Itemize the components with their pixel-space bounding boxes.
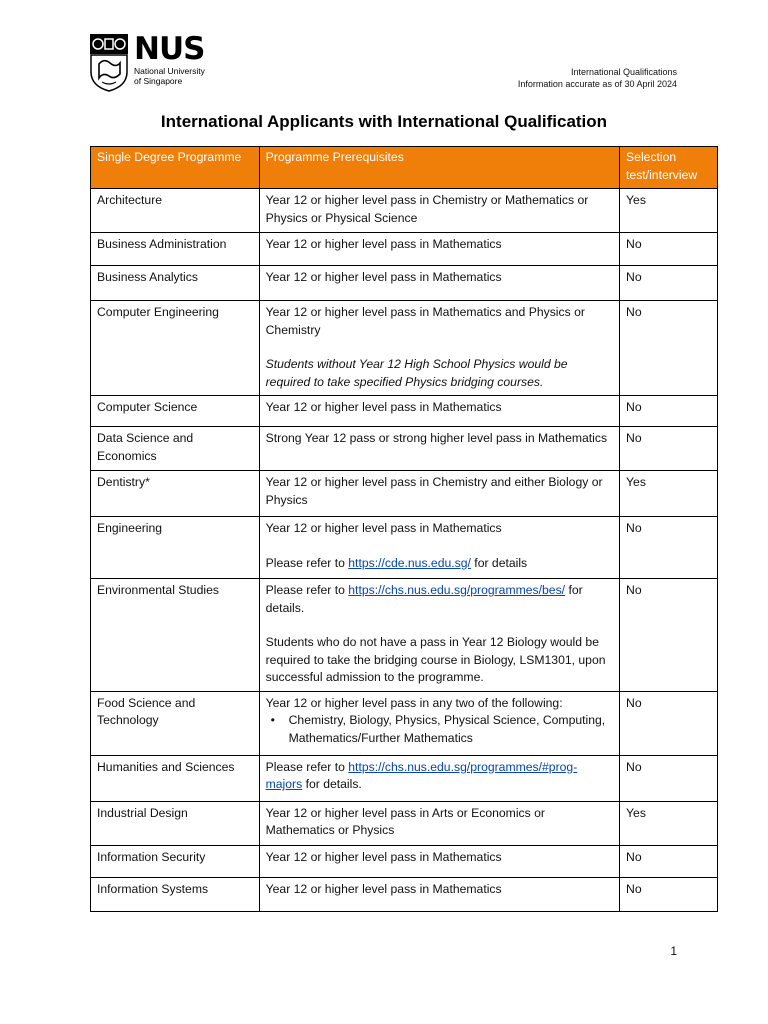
prereq-cell: Year 12 or higher level pass in Arts or Economics or Mathematics or Physics xyxy=(259,801,619,845)
programme-cell: Industrial Design xyxy=(91,801,260,845)
nus-crest-icon xyxy=(90,34,128,92)
prereq-text: Year 12 or higher level pass in Mathematics xyxy=(265,521,502,535)
selection-cell: No xyxy=(620,691,718,755)
table-row xyxy=(91,845,718,877)
header-programme: Single Degree Programme xyxy=(91,147,260,189)
selection-cell: Yes xyxy=(620,471,718,517)
subject-list xyxy=(266,712,613,747)
selection-cell: No xyxy=(620,396,718,427)
prereq-cell xyxy=(259,301,619,396)
refer-after: for details. xyxy=(265,583,583,615)
table-row xyxy=(91,691,718,755)
selection-cell: No xyxy=(620,266,718,301)
selection-cell: No xyxy=(620,877,718,911)
programme-cell: Humanities and Sciences xyxy=(91,755,260,801)
programme-cell: Computer Science xyxy=(91,396,260,427)
prereq-cell: Year 12 or higher level pass in Mathematics xyxy=(259,845,619,877)
prereq-cell xyxy=(259,691,619,755)
prereq-cell: Year 12 or higher level pass in Mathematics xyxy=(259,266,619,301)
table-row xyxy=(91,471,718,517)
table-row xyxy=(91,579,718,692)
prereq-cell: Strong Year 12 pass or strong higher level pass in Mathematics xyxy=(259,427,619,471)
prereq-cell xyxy=(259,755,619,801)
prereq-cell: Year 12 or higher level pass in Mathematics xyxy=(259,396,619,427)
table-row xyxy=(91,266,718,301)
refer-before: Please refer to xyxy=(265,759,349,774)
header-info xyxy=(518,66,677,90)
selection-cell: No xyxy=(620,845,718,877)
programme-cell: Environmental Studies xyxy=(91,579,260,692)
table-row xyxy=(91,189,718,233)
prereq-text: Year 12 or higher level pass in Mathematics and Physics or Chemistry xyxy=(265,305,585,337)
refer-before: Please refer to xyxy=(265,583,349,597)
list-item: • Chemistry, Biology, Physics, Physical Science, Computing, Mathematics/Further Mathematics xyxy=(289,712,613,747)
selection-cell: Yes xyxy=(620,801,718,845)
bes-link[interactable]: https://chs.nus.edu.sg/programmes/bes/ xyxy=(348,583,566,597)
header-selection: Selection test/interview xyxy=(620,147,718,189)
logo-subtitle-2: of Singapore xyxy=(134,76,183,86)
selection-cell: No xyxy=(620,233,718,266)
programme-cell: Computer Engineering xyxy=(91,301,260,396)
header-doc-type: International Qualifications xyxy=(570,67,677,77)
programme-cell: Dentistry* xyxy=(91,471,260,517)
chs-majors-link[interactable]: https://chs.nus.edu.sg/programmes/#prog-majors xyxy=(265,759,578,791)
selection-cell: No xyxy=(620,517,718,579)
prereq-text: Year 12 or higher level pass in any two of the following: xyxy=(265,695,563,710)
programme-cell: Food Science and Technology xyxy=(91,691,260,755)
prereq-extra: Students who do not have a pass in Year 12 Biology would be required to take the bridging course in Biology, LSM1301, upon successful admission to the programme. xyxy=(265,635,606,684)
prereq-cell: Year 12 or higher level pass in Mathematics xyxy=(259,877,619,911)
table-row xyxy=(91,877,718,911)
table-row xyxy=(91,427,718,471)
prereq-cell: Year 12 or higher level pass in Chemistry and either Biology or Physics xyxy=(259,471,619,517)
nus-logo xyxy=(90,31,205,92)
selection-cell: Yes xyxy=(620,189,718,233)
programme-cell: Business Administration xyxy=(91,233,260,266)
programme-cell: Information Systems xyxy=(91,877,260,911)
table-row xyxy=(91,233,718,266)
header-accuracy-date: Information accurate as of 30 April 2024 xyxy=(517,79,677,89)
programme-cell: Architecture xyxy=(91,189,260,233)
header-prerequisites: Programme Prerequisites xyxy=(259,147,619,189)
programme-cell: Information Security xyxy=(91,845,260,877)
table-row xyxy=(91,396,718,427)
prereq-cell: Year 12 or higher level pass in Chemistry or Mathematics or Physics or Physical Science xyxy=(259,189,619,233)
selection-cell: No xyxy=(620,427,718,471)
refer-text xyxy=(266,759,613,794)
programme-cell: Business Analytics xyxy=(91,266,260,301)
refer-before: Please refer to xyxy=(265,555,349,570)
prereq-note: Students without Year 12 High School Physics would be required to take specified Physics bridging courses. xyxy=(265,357,568,389)
programme-table xyxy=(90,146,718,912)
table-row xyxy=(91,801,718,845)
refer-text xyxy=(266,555,613,573)
selection-cell: No xyxy=(620,579,718,692)
prereq-cell: Year 12 or higher level pass in Mathematics xyxy=(259,233,619,266)
table-row xyxy=(91,517,718,579)
refer-text xyxy=(266,582,613,617)
selection-cell: No xyxy=(620,301,718,396)
refer-after: for details xyxy=(470,555,528,570)
table-row xyxy=(91,755,718,801)
table-header-row xyxy=(91,147,718,189)
prereq-cell xyxy=(259,517,619,579)
programme-cell: Data Science and Economics xyxy=(91,427,260,471)
refer-after: for details. xyxy=(302,777,362,791)
logo-subtitle-1: National University xyxy=(134,66,205,76)
prereq-cell xyxy=(259,579,619,692)
page-number: 1 xyxy=(670,944,677,958)
selection-cell: No xyxy=(620,755,718,801)
programme-cell: Engineering xyxy=(91,517,260,579)
page-title: International Applicants with International Qualification xyxy=(160,112,608,131)
logo-wordmark: NUS xyxy=(134,31,205,67)
table-row xyxy=(91,301,718,396)
cde-link[interactable]: https://cde.nus.edu.sg/ xyxy=(348,555,471,570)
